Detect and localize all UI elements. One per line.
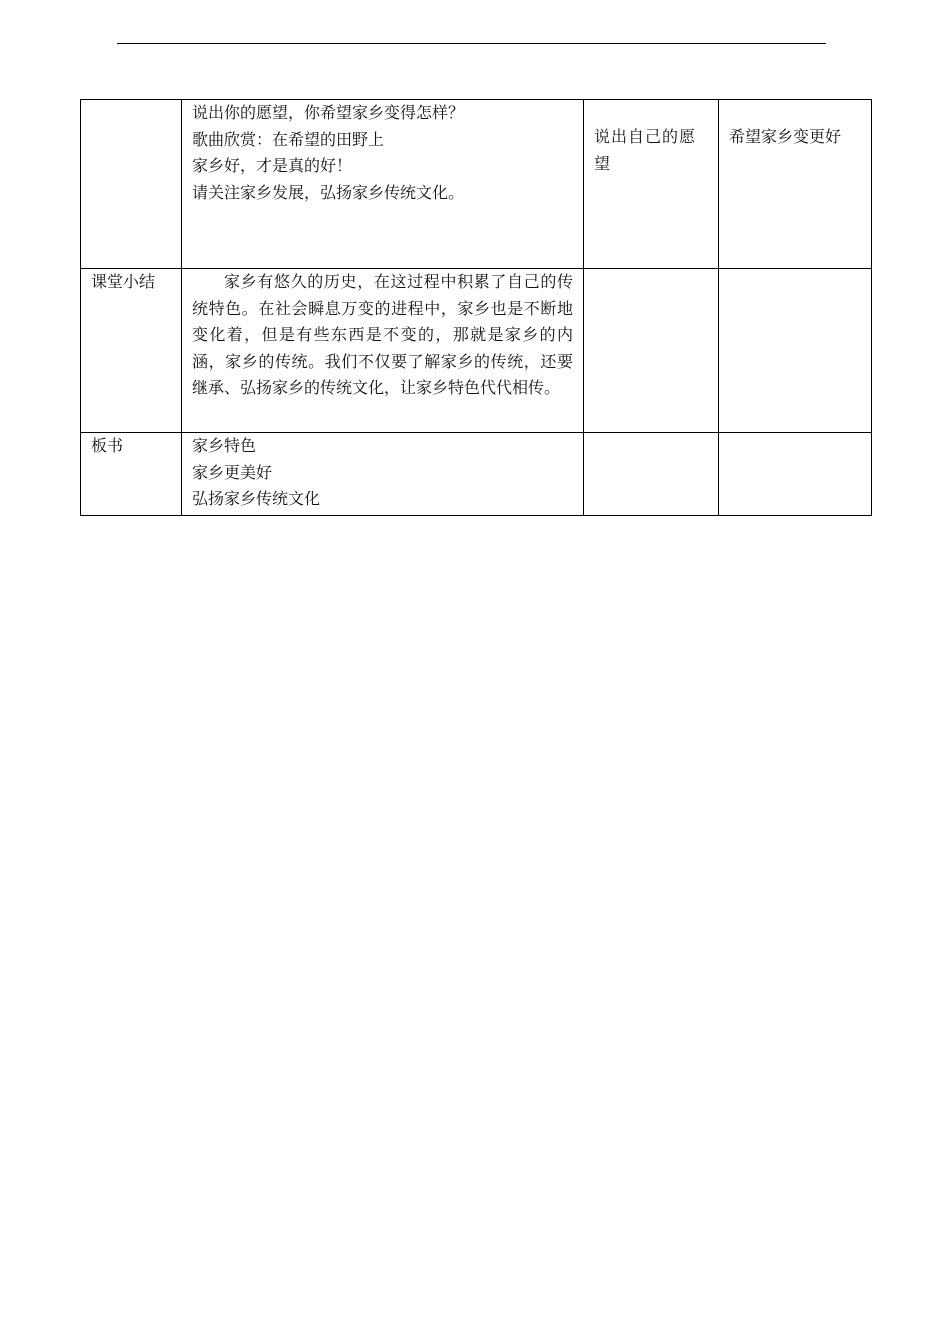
student-activity-cell: 说出自己的愿望	[584, 100, 719, 269]
content-line: 请关注家乡发展，弘扬家乡传统文化。	[192, 182, 465, 202]
content-cell	[182, 100, 584, 269]
content-cell	[182, 433, 584, 516]
table-row	[81, 100, 872, 269]
row-label-summary: 课堂小结	[81, 269, 182, 433]
student-activity-cell	[584, 269, 719, 433]
lesson-plan-table	[80, 99, 872, 516]
content-line: 家乡特色	[192, 436, 257, 455]
row-label	[81, 100, 182, 269]
summary-paragraph: 家乡有悠久的历史，在这过程中积累了自己的传统特色。在社会瞬息万变的进程中，家乡也是不断地变化着，但是有些东西是不变的，那就是家乡的内涵，家乡的传统。我们不仅要了解家乡的传统，还要继承、弘扬家乡的传统文化，让家乡特色代代相传。	[192, 272, 573, 397]
content-line: 弘扬家乡传统文化	[192, 489, 321, 508]
table-row	[81, 433, 872, 516]
content-cell	[182, 269, 584, 433]
header-rule	[117, 43, 826, 44]
design-intent-cell	[719, 433, 872, 516]
content-line: 家乡好，才是真的好！	[192, 156, 353, 175]
table-row	[81, 269, 872, 433]
design-intent-cell: 希望家乡变更好	[719, 100, 872, 269]
content-line: 家乡更美好	[192, 462, 273, 482]
design-intent-cell	[719, 269, 872, 433]
student-activity-cell	[584, 433, 719, 516]
row-label-board: 板书	[81, 433, 182, 516]
content-line: 歌曲欣赏：在希望的田野上	[192, 129, 385, 149]
content-line: 说出你的愿望，你希望家乡变得怎样？	[192, 103, 465, 122]
